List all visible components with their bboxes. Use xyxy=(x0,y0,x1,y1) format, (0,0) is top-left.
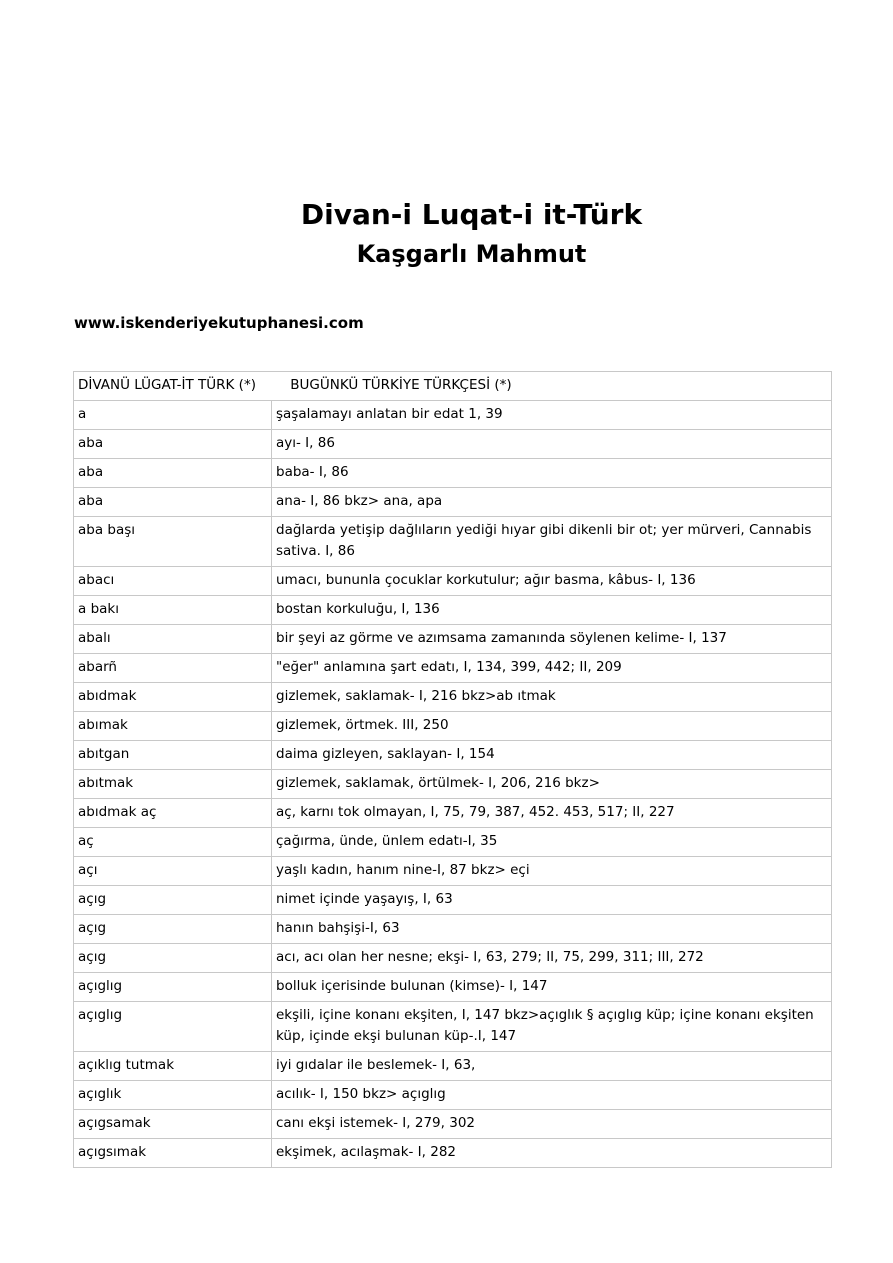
website-link[interactable]: www.iskenderiyekutuphanesi.com xyxy=(74,314,364,332)
meaning-cell: umacı, bununla çocuklar korkutulur; ağır basma, kâbus- I, 136 xyxy=(272,567,832,596)
term-cell: abımak xyxy=(74,712,272,741)
table-row xyxy=(74,459,832,488)
term-cell: açıglık xyxy=(74,1081,272,1110)
term-cell: açıklıg tutmak xyxy=(74,1052,272,1081)
term-cell: abalı xyxy=(74,625,272,654)
table-row xyxy=(74,430,832,459)
term-cell: abarñ xyxy=(74,654,272,683)
table-row xyxy=(74,973,832,1002)
meaning-cell: "eğer" anlamına şart edatı, I, 134, 399, 442; II, 209 xyxy=(272,654,832,683)
table-row xyxy=(74,1002,832,1052)
meaning-cell: bir şeyi az görme ve azımsama zamanında söylenen kelime- I, 137 xyxy=(272,625,832,654)
header-right-label: BUGÜNKÜ TÜRKİYE TÜRKÇESİ (*) xyxy=(290,377,512,393)
table-row xyxy=(74,828,832,857)
term-cell: a bakı xyxy=(74,596,272,625)
table-row xyxy=(74,886,832,915)
meaning-cell: nimet içinde yaşayış, I, 63 xyxy=(272,886,832,915)
meaning-cell: baba- I, 86 xyxy=(272,459,832,488)
dictionary-table xyxy=(73,371,832,1168)
term-cell: aç xyxy=(74,828,272,857)
meaning-cell: ekşimek, acılaşmak- I, 282 xyxy=(272,1139,832,1168)
meaning-cell: ayı- I, 86 xyxy=(272,430,832,459)
term-cell: açıgsımak xyxy=(74,1139,272,1168)
meaning-cell: acılık- I, 150 bkz> açıglıg xyxy=(272,1081,832,1110)
meaning-cell: gizlemek, saklamak- I, 216 bkz>ab ıtmak xyxy=(272,683,832,712)
term-cell: açıg xyxy=(74,944,272,973)
meaning-cell: ekşili, içine konanı ekşiten, I, 147 bkz>açıglık § açıglıg küp; içine konanı ekşiten küp, içinde ekşi bulunan küp-.I, 147 xyxy=(272,1002,832,1052)
term-cell: abıdmak xyxy=(74,683,272,712)
table-row xyxy=(74,915,832,944)
table-row xyxy=(74,1139,832,1168)
table-row xyxy=(74,857,832,886)
meaning-cell: aç, karnı tok olmayan, I, 75, 79, 387, 452. 453, 517; II, 227 xyxy=(272,799,832,828)
table-header-row xyxy=(74,372,832,401)
table-row xyxy=(74,712,832,741)
table-row xyxy=(74,1081,832,1110)
meaning-cell: şaşalamayı anlatan bir edat 1, 39 xyxy=(272,401,832,430)
meaning-cell: bostan korkuluğu, I, 136 xyxy=(272,596,832,625)
table-row xyxy=(74,799,832,828)
term-cell: açı xyxy=(74,857,272,886)
term-cell: abacı xyxy=(74,567,272,596)
header-left-label: DİVANÜ LÜGAT-İT TÜRK (*) xyxy=(78,377,256,393)
meaning-cell: gizlemek, örtmek. III, 250 xyxy=(272,712,832,741)
table-row xyxy=(74,1110,832,1139)
meaning-cell: bolluk içerisinde bulunan (kimse)- I, 147 xyxy=(272,973,832,1002)
term-cell: aba başı xyxy=(74,517,272,567)
table-row xyxy=(74,683,832,712)
term-cell: açıgsamak xyxy=(74,1110,272,1139)
document-subtitle: Kaşgarlı Mahmut xyxy=(356,240,587,268)
term-cell: a xyxy=(74,401,272,430)
document-title: Divan-i Luqat-i it-Türk xyxy=(300,198,643,231)
table-row xyxy=(74,654,832,683)
meaning-cell: ana- I, 86 bkz> ana, apa xyxy=(272,488,832,517)
term-cell: açıg xyxy=(74,915,272,944)
table-row xyxy=(74,401,832,430)
meaning-cell: canı ekşi istemek- I, 279, 302 xyxy=(272,1110,832,1139)
term-cell: aba xyxy=(74,430,272,459)
table-row xyxy=(74,1052,832,1081)
term-cell: abıtmak xyxy=(74,770,272,799)
meaning-cell: daima gizleyen, saklayan- I, 154 xyxy=(272,741,832,770)
meaning-cell: gizlemek, saklamak, örtülmek- I, 206, 216 bkz> xyxy=(272,770,832,799)
term-cell: açıglıg xyxy=(74,1002,272,1052)
term-cell: abıtgan xyxy=(74,741,272,770)
term-cell: açıglıg xyxy=(74,973,272,1002)
table-row xyxy=(74,567,832,596)
table-row xyxy=(74,517,832,567)
meaning-cell: yaşlı kadın, hanım nine-I, 87 bkz> eçi xyxy=(272,857,832,886)
meaning-cell: çağırma, ünde, ünlem edatı-I, 35 xyxy=(272,828,832,857)
meaning-cell: dağlarda yetişip dağlıların yediği hıyar gibi dikenli bir ot; yer mürveri, Cannabis sativa. I, 86 xyxy=(272,517,832,567)
term-cell: aba xyxy=(74,488,272,517)
table-row xyxy=(74,488,832,517)
meaning-cell: iyi gıdalar ile beslemek- I, 63, xyxy=(272,1052,832,1081)
table-row xyxy=(74,596,832,625)
term-cell: aba xyxy=(74,459,272,488)
table-row xyxy=(74,625,832,654)
table-header-cell xyxy=(74,372,832,401)
term-cell: abıdmak aç xyxy=(74,799,272,828)
meaning-cell: hanın bahşişi-I, 63 xyxy=(272,915,832,944)
term-cell: açıg xyxy=(74,886,272,915)
meaning-cell: acı, acı olan her nesne; ekşi- I, 63, 279; II, 75, 299, 311; III, 272 xyxy=(272,944,832,973)
table-row xyxy=(74,770,832,799)
table-row xyxy=(74,944,832,973)
table-row xyxy=(74,741,832,770)
